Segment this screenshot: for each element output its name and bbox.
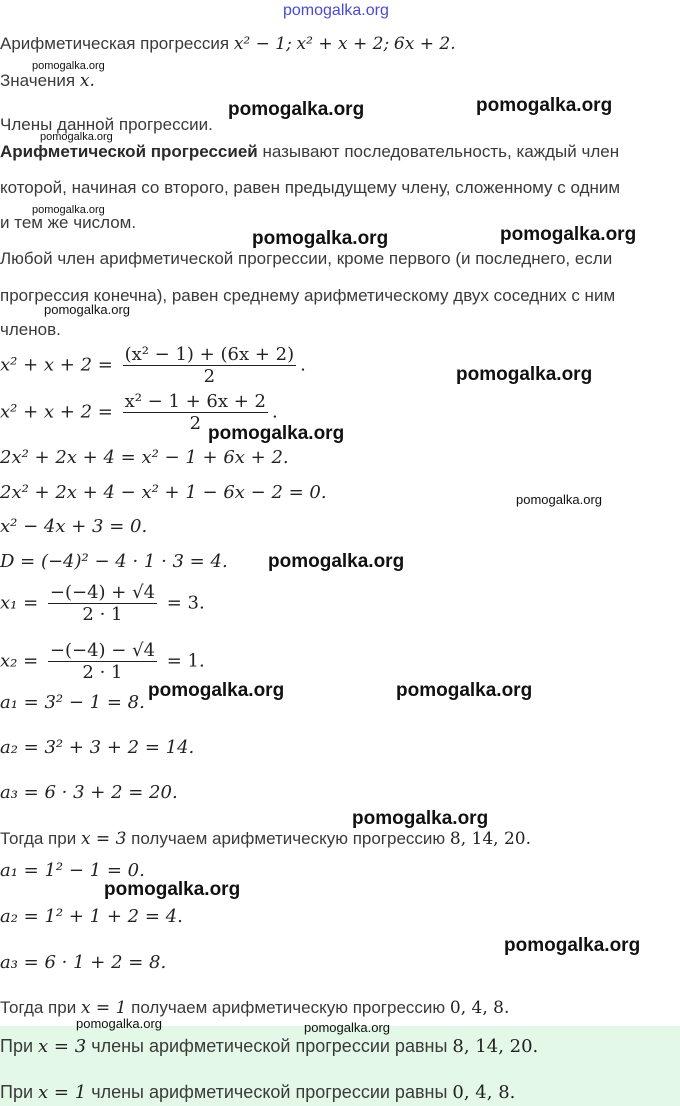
- problem-intro: Арифметическая прогрессия: [0, 34, 230, 53]
- definition-term: Арифметической прогрессией: [0, 142, 258, 161]
- eq1-fraction: [123, 344, 297, 387]
- watermark: pomogalka.org: [268, 551, 405, 572]
- then-x1-var: x = 1: [80, 998, 127, 1018]
- discriminant: D = (−4)² − 4 · 1 · 3 = 4.: [0, 551, 228, 572]
- x1-left: x₁ =: [0, 592, 39, 614]
- eq1-denominator: 2: [203, 366, 216, 387]
- equation-3: 2x² + 2x + 4 = x² − 1 + 6x + 2.: [0, 447, 289, 468]
- answer-1-mid: члены арифметической прогрессии равны: [91, 1036, 448, 1056]
- property-line-3: членов.: [0, 320, 61, 339]
- equation-5: x² − 4x + 3 = 0.: [0, 516, 148, 537]
- a2-x1: a₂ = 1² + 1 + 2 = 4.: [0, 906, 183, 927]
- watermark: pomogalka.org: [500, 224, 637, 245]
- x2-fraction: [48, 640, 157, 683]
- eq2-denominator: 2: [189, 413, 202, 434]
- watermark: pomogalka.org: [456, 364, 593, 385]
- members-line: Члены данной прогрессии.: [0, 115, 213, 134]
- problem-statement: [0, 33, 456, 55]
- answer-2-seq: 0, 4, 8.: [452, 1082, 516, 1103]
- equation-4: 2x² + 2x + 4 − x² + 1 − 6x − 2 = 0.: [0, 482, 327, 503]
- watermark: pomogalka.org: [32, 204, 105, 216]
- property-line-1: Любой член арифметической прогрессии, кроме первого (и последнего, если: [0, 249, 613, 268]
- watermark: pomogalka.org: [504, 935, 641, 956]
- answer-line-1: [0, 1035, 538, 1058]
- root-x1: [0, 582, 205, 625]
- then-x3-pre: Тогда при: [0, 829, 77, 848]
- equation-1: x² + x + 2 = $\frac{\text{(x² − 1) + (6x + 2)}}{2}$ .: [0, 344, 306, 387]
- a3-x3: a₃ = 6 · 3 + 2 = 20.: [0, 782, 178, 803]
- then-x1-pre: Тогда при: [0, 998, 77, 1017]
- eq2-numerator: x² − 1 + 6x + 2: [124, 391, 267, 412]
- find-var: x.: [79, 71, 95, 91]
- eq1-left: x² + x + 2 =: [0, 354, 113, 376]
- watermark: pomogalka.org: [44, 302, 130, 317]
- definition-text-1: называют последовательность, каждый член: [257, 142, 620, 161]
- eq1-numerator: (x² − 1) + (6x + 2): [124, 344, 295, 365]
- watermark: pomogalka.org: [476, 95, 613, 116]
- eq2-left: x² + x + 2 =: [0, 401, 113, 423]
- definition-line-3: и тем же числом.: [0, 213, 137, 232]
- watermark: pomogalka.org: [104, 879, 241, 900]
- find-line: [0, 70, 95, 92]
- watermark: pomogalka.org: [304, 1020, 390, 1035]
- term-1: x² − 1;: [233, 34, 292, 54]
- x2-left: x₂ =: [0, 650, 39, 672]
- watermark: pomogalka.org: [40, 131, 113, 143]
- x2-denominator: 2 · 1: [82, 662, 123, 683]
- progression-x3-line: [0, 828, 531, 850]
- equation-2: x² + x + 2 = $\frac{\text{x² − 1 + 6x + 2}}{2}$ .: [0, 391, 278, 434]
- root-x2: [0, 640, 205, 683]
- watermark: pomogalka.org: [208, 423, 345, 444]
- watermark: pomogalka.org: [32, 60, 105, 72]
- answer-2-var: x = 1: [38, 1082, 87, 1103]
- x2-right: = 1.: [166, 650, 205, 672]
- term-2: x² + x + 2;: [296, 34, 390, 54]
- a1-x3: a₁ = 3² − 1 = 8.: [0, 692, 145, 713]
- a2-x3: a₂ = 3² + 3 + 2 = 14.: [0, 737, 195, 758]
- x2-numerator: −(−4) − √4: [49, 640, 156, 661]
- x1-right: = 3.: [166, 592, 205, 614]
- find-label: Значения: [0, 71, 76, 90]
- property-line-2: прогрессия конечна), равен среднему арифметическому двух соседних с ним: [0, 286, 616, 305]
- watermark: pomogalka.org: [148, 680, 285, 701]
- watermark: pomogalka.org: [228, 99, 365, 120]
- then-x3-seq: 8, 14, 20.: [449, 829, 532, 849]
- then-x1-mid: получаем арифметическую прогрессию: [131, 998, 446, 1017]
- definition-line-2: которой, начиная со второго, равен предыдущему члену, сложенному с одним: [0, 178, 621, 197]
- watermark: pomogalka.org: [352, 808, 489, 829]
- a3-x1: a₃ = 6 · 1 + 2 = 8.: [0, 952, 167, 973]
- answer-1-pre: При: [0, 1036, 34, 1056]
- x1-numerator: −(−4) + √4: [49, 582, 156, 603]
- answer-2-mid: члены арифметической прогрессии равны: [91, 1082, 448, 1102]
- answer-1-seq: 8, 14, 20.: [452, 1036, 539, 1057]
- answer-line-2: [0, 1081, 515, 1104]
- answer-1-var: x = 3: [38, 1036, 87, 1057]
- answer-2-pre: При: [0, 1082, 34, 1102]
- x1-fraction: [48, 582, 157, 625]
- term-3: 6x + 2.: [393, 34, 456, 54]
- then-x3-var: x = 3: [80, 829, 127, 849]
- definition-line-1: [0, 141, 619, 163]
- then-x3-mid: получаем арифметическую прогрессию: [131, 829, 446, 848]
- watermark: pomogalka.org: [76, 1016, 162, 1031]
- a1-x1: a₁ = 1² − 1 = 0.: [0, 860, 145, 881]
- watermark: pomogalka.org: [516, 492, 602, 507]
- then-x1-seq: 0, 4, 8.: [449, 998, 510, 1018]
- watermark-top: pomogalka.org: [283, 2, 389, 19]
- watermark: pomogalka.org: [396, 680, 533, 701]
- watermark: pomogalka.org: [252, 228, 389, 249]
- x1-denominator: 2 · 1: [82, 604, 123, 625]
